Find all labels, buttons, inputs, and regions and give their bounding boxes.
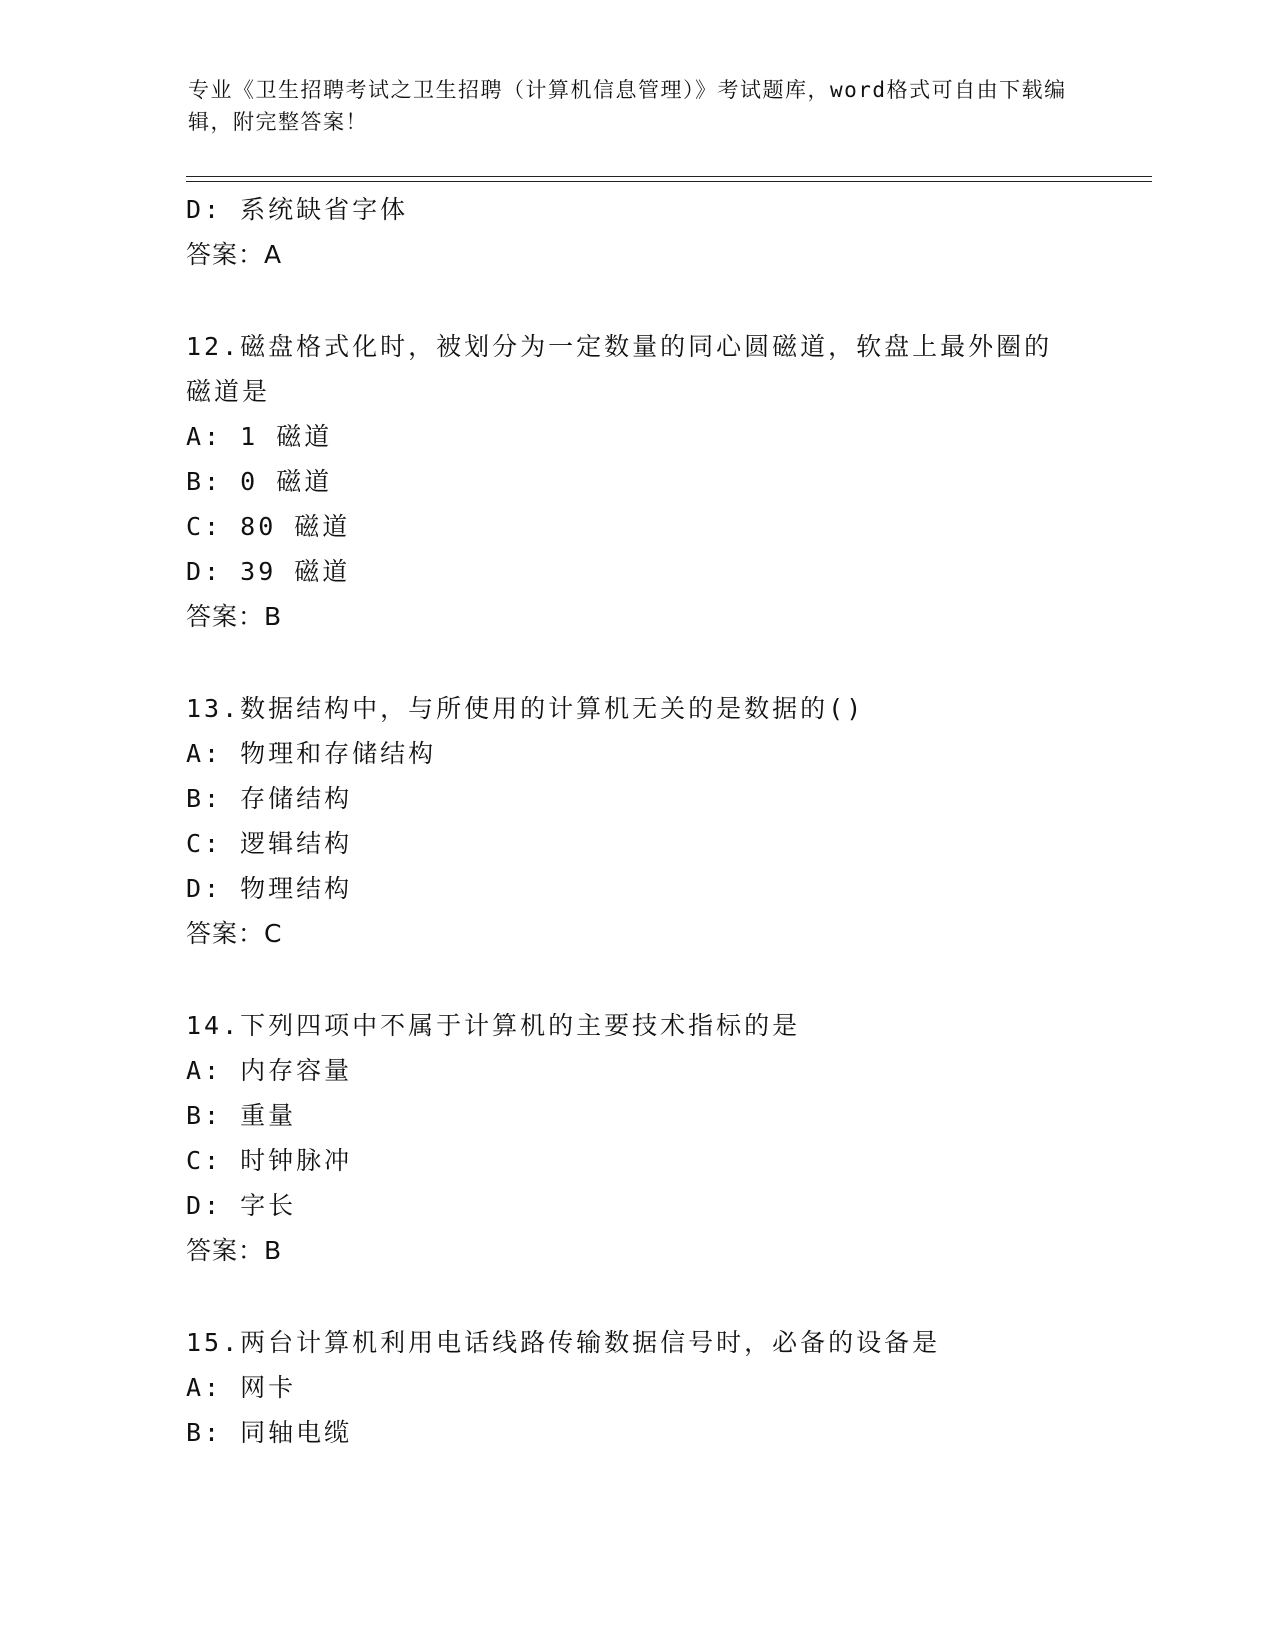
document-header: 专业《卫生招聘考试之卫生招聘（计算机信息管理）》考试题库，word格式可自由下载编辑，附完整答案！: [188, 78, 1067, 134]
header-divider-bottom: [186, 181, 1152, 182]
option-c: C: 时钟脉冲: [186, 1146, 353, 1175]
option-d: D: 字长: [186, 1191, 297, 1220]
question-content: [186, 187, 1116, 1455]
answer-line: 答案：C: [186, 919, 283, 948]
question-stem: 13.数据结构中，与所使用的计算机无关的是数据的(): [186, 694, 865, 723]
question-14: [186, 1003, 1116, 1273]
option-b: B: 0 磁道: [186, 467, 333, 496]
header-divider-top: [186, 176, 1152, 177]
spacer: [186, 277, 1116, 324]
answer-line: 答案：A: [186, 240, 283, 269]
option-d: D: 39 磁道: [186, 557, 351, 586]
option-d: D: 系统缺省字体: [186, 195, 409, 224]
question-12: [186, 324, 1116, 639]
option-d: D: 物理结构: [186, 874, 353, 903]
option-c: C: 80 磁道: [186, 512, 351, 541]
answer-line: 答案：B: [186, 602, 283, 631]
option-a: A: 内存容量: [186, 1056, 353, 1085]
option-b: B: 同轴电缆: [186, 1418, 353, 1447]
spacer: [186, 639, 1116, 686]
spacer: [186, 1273, 1116, 1320]
option-b: B: 存储结构: [186, 784, 353, 813]
option-a: A: 物理和存储结构: [186, 739, 437, 768]
answer-line: 答案：B: [186, 1236, 283, 1265]
option-a: A: 1 磁道: [186, 422, 333, 451]
question-15: [186, 1320, 1116, 1455]
question-stem: 15.两台计算机利用电话线路传输数据信号时，必备的设备是: [186, 1328, 941, 1357]
question-stem: 14.下列四项中不属于计算机的主要技术指标的是: [186, 1011, 801, 1040]
option-a: A: 网卡: [186, 1373, 297, 1402]
question-13: [186, 686, 1116, 956]
option-b: B: 重量: [186, 1101, 297, 1130]
option-c: C: 逻辑结构: [186, 829, 353, 858]
question-stem: 12.磁盘格式化时，被划分为一定数量的同心圆磁道，软盘上最外圈的磁道是: [186, 332, 1053, 406]
spacer: [186, 956, 1116, 1003]
